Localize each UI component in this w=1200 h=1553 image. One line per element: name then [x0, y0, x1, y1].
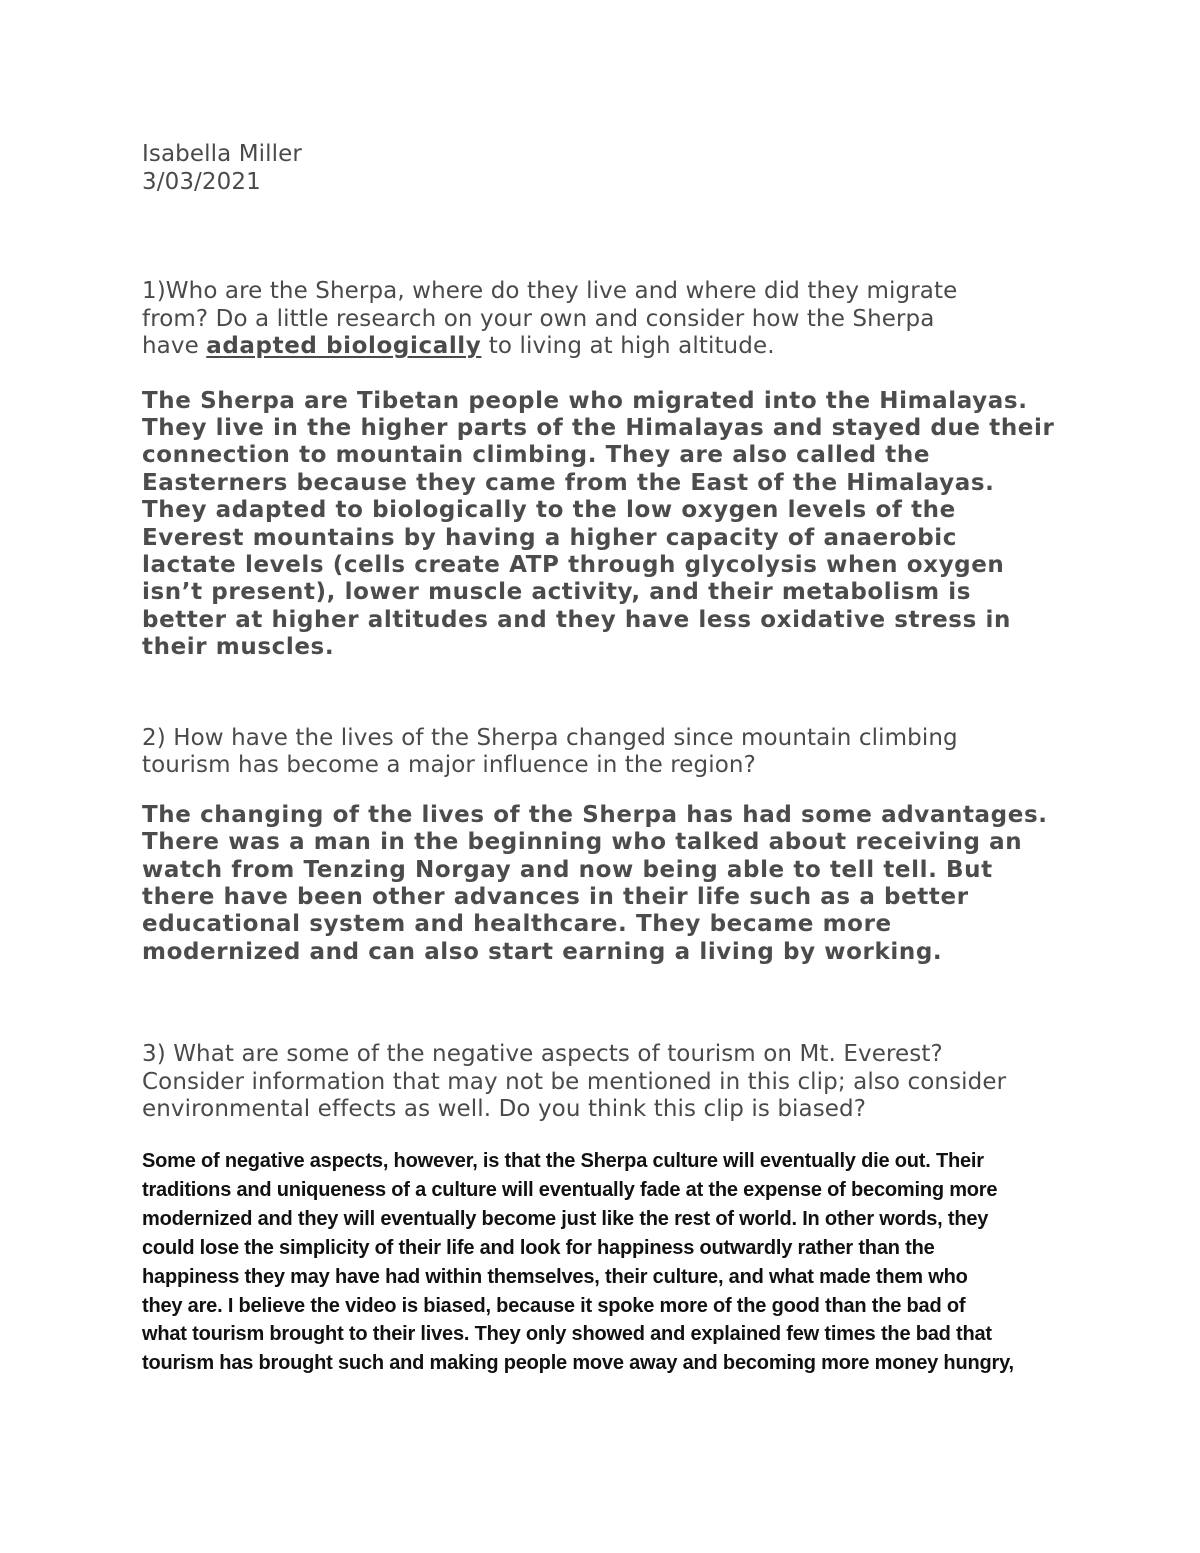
- answer-1-line: lactate levels (cells create ATP through glycolysis when oxygen: [142, 552, 1005, 578]
- answer-2-line: educational system and healthcare. They became more: [142, 911, 892, 937]
- question-1-line: from? Do a little research on your own and consider how the Sherpa: [142, 306, 935, 332]
- answer-3-line: Some of negative aspects, however, is that the Sherpa culture will eventually die out. Their: [142, 1150, 984, 1172]
- answer-1-line: They adapted to biologically to the low oxygen levels of the: [142, 497, 956, 523]
- question-1-line: 1)Who are the Sherpa, where do they live and where did they migrate: [142, 278, 958, 304]
- answer-3-line: what tourism brought to their lives. They only showed and explained few times the bad that: [142, 1323, 992, 1345]
- question-1-text: have: [142, 333, 207, 359]
- answer-2-line: There was a man in the beginning who talked about receiving an: [142, 829, 1023, 855]
- answer-1-line: Easterners because they came from the East of the Himalayas.: [142, 470, 995, 496]
- answer-3-line: modernized and they will eventually become just like the rest of world. In other words, they: [142, 1208, 989, 1230]
- answer-1-line: The Sherpa are Tibetan people who migrated into the Himalayas.: [142, 388, 1028, 414]
- answer-2-line: watch from Tenzing Norgay and now being able to tell tell. But: [142, 857, 993, 883]
- question-3-line: environmental effects as well. Do you think this clip is biased?: [142, 1096, 867, 1122]
- answer-3-line: traditions and uniqueness of a culture will eventually fade at the expense of becoming more: [142, 1179, 998, 1201]
- document-date: 3/03/2021: [142, 169, 261, 195]
- question-1-line: [142, 333, 775, 359]
- answer-2-line: The changing of the lives of the Sherpa has had some advantages.: [142, 802, 1048, 828]
- question-1-emphasis: adapted biologically: [206, 333, 482, 359]
- answer-1-line: Everest mountains by having a higher capacity of anaerobic: [142, 525, 957, 551]
- answer-1-line: They live in the higher parts of the Himalayas and stayed due their: [142, 415, 1055, 441]
- answer-3-line: could lose the simplicity of their life and look for happiness outwardly rather than the: [142, 1237, 935, 1259]
- author-name: Isabella Miller: [142, 141, 302, 167]
- question-1-text: to living at high altitude.: [481, 333, 775, 359]
- answer-3-line: happiness they may have had within themselves, their culture, and what made them who: [142, 1266, 968, 1288]
- answer-1-line: connection to mountain climbing. They are also called the: [142, 442, 931, 468]
- answer-3-line: they are. I believe the video is biased, because it spoke more of the good than the bad of: [142, 1295, 966, 1317]
- question-2-line: 2) How have the lives of the Sherpa changed since mountain climbing: [142, 725, 958, 751]
- answer-1-line: isn’t present), lower muscle activity, and their metabolism is: [142, 579, 972, 605]
- answer-1-line: their muscles.: [142, 634, 335, 660]
- question-2-line: tourism has become a major influence in the region?: [142, 752, 756, 778]
- answer-3-line: tourism has brought such and making people move away and becoming more money hungry,: [142, 1352, 1014, 1374]
- question-3-line: 3) What are some of the negative aspects of tourism on Mt. Everest?: [142, 1041, 943, 1067]
- answer-2-line: there have been other advances in their life such as a better: [142, 884, 969, 910]
- question-3-line: Consider information that may not be mentioned in this clip; also consider: [142, 1069, 1007, 1095]
- answer-2-line: modernized and can also start earning a living by working.: [142, 939, 943, 965]
- answer-1-line: better at higher altitudes and they have less oxidative stress in: [142, 607, 1011, 633]
